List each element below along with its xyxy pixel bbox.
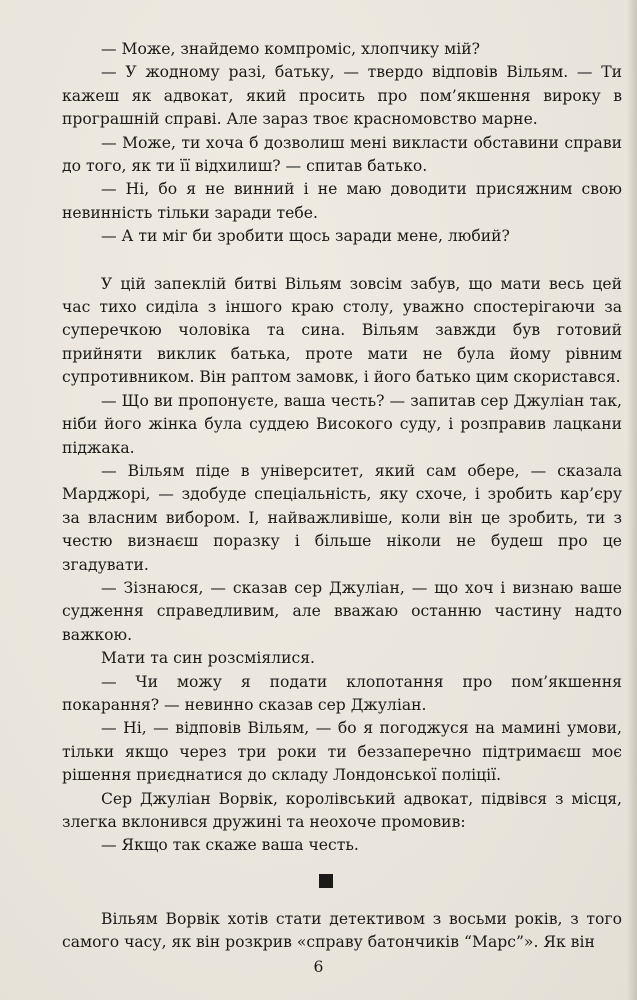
- paragraph: — Ні, — відповів Вільям, — бо я погоджуся на мамині умови, тільки якщо через три роки ти беззаперечно підтримаєш моє рішення приєднатися до складу Лондонської поліції.: [62, 719, 622, 785]
- paragraph: Сер Джуліан Ворвік, королівський адвокат, підвівся з місця, злегка вклонився дружині та неохоче промовив:: [62, 789, 622, 831]
- narrative-section: [62, 273, 622, 858]
- dialogue-section: [62, 38, 622, 249]
- paragraph: — Може, ти хоча б дозволиш мені викласти обставини справи до того, як ти її відхилиш? — спитав батько.: [62, 133, 622, 176]
- paragraph: — Що ви пропонуєте, ваша честь? — запитав сер Джуліан так, ніби його жінка була суддею Високого суду, і розправив лацкани піджака.: [62, 391, 622, 457]
- page-number: 6: [313, 958, 324, 976]
- paragraph: — Вільям піде в університет, який сам обере, — сказала Марджорі, — здобуде спеціальність, яку схоче, і зробить кар’єру за власним вибором. І, найважливіше, коли він це зробить, ти з честю визнаєш поразку і більше ніколи не будеш про це згадувати.: [62, 461, 622, 574]
- paragraph: Вільям Ворвік хотів стати детективом з восьми років, з того самого часу, як він розкрив «справу батончиків “Марс”». Як він: [62, 909, 622, 952]
- paragraph: — Якщо так скаже ваша честь.: [101, 836, 359, 855]
- square-ornament-icon: [319, 874, 333, 888]
- paragraph: Мати та син розсміялися.: [101, 649, 315, 668]
- paragraph: — Чи можу я подати клопотання про пом’якшення покарання? — невинно сказав сер Джуліан.: [62, 672, 622, 714]
- paragraph: У цій запеклій битві Вільям зовсім забув, що мати весь цей час тихо сиділа з іншого краю столу, уважно спостерігаючи за суперечкою чоловіка та сина. Вільям завжди був готовий прийняти виклик батька, проте мати не була йому рівним супротивником. Він раптом замовк, і його батько цим скористався.: [62, 274, 622, 387]
- section-break: [62, 858, 622, 908]
- chapter-continuation: [62, 908, 622, 955]
- paragraph: — Ні, бо я не винний і не маю доводити присяжним свою невинність тільки заради тебе.: [62, 180, 622, 222]
- paragraph: — У жодному разі, батьку, — твердо відповів Вільям. — Ти кажеш як адвокат, який просить про пом’якшення вироку в програшній справі. Але зараз твоє красномовство марне.: [62, 63, 622, 129]
- page-body: [62, 38, 622, 955]
- paragraph: — А ти міг би зробити щось заради мене, любий?: [101, 227, 510, 246]
- paragraph: — Може, знайдемо компроміс, хлопчику мій?: [101, 40, 481, 58]
- section-gap: [62, 249, 622, 273]
- paragraph: — Зізнаюся, — сказав сер Джуліан, — що хоч і визнаю ваше судження справедливим, але вважаю останню частину надто важкою.: [62, 578, 622, 644]
